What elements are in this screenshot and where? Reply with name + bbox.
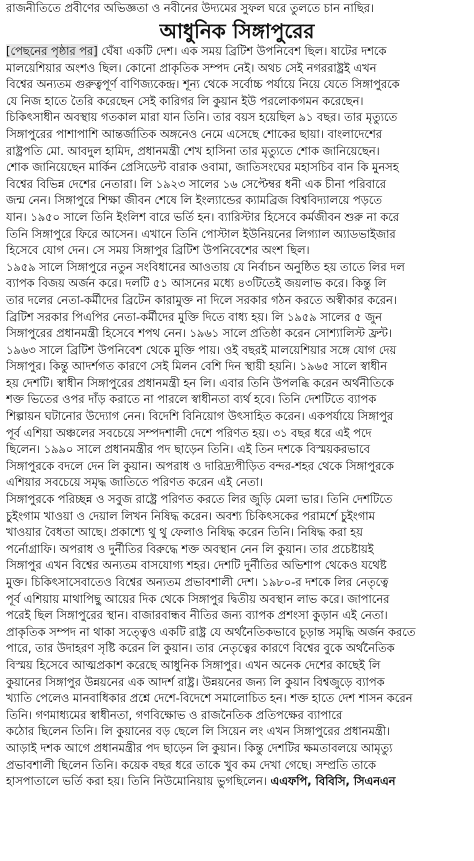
byline: এএফপি, বিবিসি, সিএনএন [270, 774, 396, 789]
article-line: মুক্ত। চিকিৎসাসেবাতেও বিশ্বের অন্যতম প্রভাবশালী দেশ। ১৯৮০-র দশকে লির নেতৃত্বে [6, 575, 389, 589]
previous-article-last-line: রাজনীতিতে প্রবীণের অভিজ্ঞতা ও নবীনের উদ্যমের সুফল ঘরে তুলতে চান নাছির। [6, 1, 375, 15]
article-line: শোক জানিয়েছেন মার্কিন প্রেসিডেন্ট বারাক ওবামা, জাতিসংঘের মহাসচিব বান কি মুনসহ [6, 160, 399, 175]
article-line: বিস্ময় হিসেবে আত্মপ্রকাশ করেছে আধুনিক সিঙ্গাপুর। এখন অনেক দেশের কাছেই লি [6, 657, 381, 672]
article-line: প্রাকৃতিক সম্পদ না থাকা সত্ত্বেও একটি রাষ্ট্র যে অর্থনৈতিকভাবে চূড়ান্ত সমৃদ্ধি অর্জন করতে [6, 624, 416, 639]
article-line: ব্যাপক বিজয় অর্জন করে। দলটি ৫১ আসনের মধ্যে ৪৩টিতেই জয়লাভ করে। কিন্তু লি [6, 276, 387, 291]
article-line: তার দলের নেতা-কর্মীদের ব্রিটেন কারামুক্ত না দিলে সরকার গঠন করতে অস্বীকার করেন। [6, 292, 397, 307]
article-line: ব্রিটিশ সরকার পিএপির নেতা-কর্মীদের মুক্তি দিতে বাধ্য হয়। লি ১৯৫৯ সালের ৫ জুন [6, 309, 382, 324]
article-line: কঠোর ছিলেন তিনি। লি কুয়ানের বড় ছেলে লি সিয়েন লং এখন সিঙ্গাপুরের প্রধানমন্ত্রী। [6, 724, 391, 739]
article-line: তিনি। গণমাধ্যমের স্বাধীনতা, গণবিক্ষোভ ও রাজনৈতিক প্রতিপক্ষের ব্যাপারে [6, 707, 343, 722]
article-line-text: ঘেঁষা একটি দেশ। এক সময় ব্রিটিশ উপনিবেশ ছিল। ষাটের দশকে [97, 44, 387, 58]
article-line: হিসেবে যোগ দেন। সে সময় সিঙ্গাপুর ব্রিটিশ উপনিবেশের অংশ ছিল। [6, 243, 310, 258]
article-line [6, 773, 468, 790]
article-line: এশিয়ার সবচেয়ে সমৃদ্ধ জাতিতে পরিণত করেন এই নেতা। [6, 475, 264, 490]
article-line: পূর্ব এশিয়ায় মাথাপিছু আয়ের দিক থেকে সিঙ্গাপুর দ্বিতীয় অবস্থান লাভ করে। জাপানের [6, 591, 390, 606]
continuation-label: [পেছনের পৃষ্ঠার পর] [6, 44, 98, 58]
article-line: শক্ত ভিতের ওপর দাঁড় করাতে না পারলে স্বাধীনতা ব্যর্থ হবে। তিনি দেশটিতে ব্যাপক [6, 392, 377, 407]
article-line: আড়াই দশক আগে প্রধানমন্ত্রীর পদ ছাড়েন লি কুয়ান। কিন্তু দেশটির ক্ষমতাবলয়ে আমৃত্যু [6, 740, 393, 755]
article-line: মালয়েশিয়ার অংশও ছিল। কোনো প্রাকৃতিক সম্পদ নেই। অথচ সেই নগররাষ্ট্রই এখন [6, 60, 377, 75]
article-line: বিশ্বের বিভিন্ন দেশের নেতারা। লি ১৯২৩ সালের ১৬ সেপ্টেম্বর ধনী এক চীনা পরিবারে [6, 176, 387, 191]
article-line: প্রভাবশালী ছিলেন তিনি। কয়েক বছর ধরে তাকে খুব কম দেখা গেছে। সম্প্রতি তাকে [6, 757, 376, 772]
article-line: রাষ্ট্রপতি মো. আবদুল হামিদ, প্রধানমন্ত্রী শেখ হাসিনা তার মৃত্যুতে শোক জানিয়েছেন। [6, 143, 380, 158]
article-line: খ্যাতি পেলেও মানবাধিকার প্রশ্নে দেশে-বিদেশে সমালোচিত হন। শক্ত হাতে দেশ শাসন করেন [6, 691, 413, 706]
article-line: চুইংগাম খাওয়া ও দেয়াল লিখন নিষিদ্ধ করেন। অবশ্য চিকিৎসকের পরামর্শে চুইংগাম [6, 508, 375, 523]
article-line: যান। ১৯৫০ সালে তিনি ইংলিশ বারে ভর্তি হন। ব্যারিস্টার হিসেবে কর্মজীবন শুরু না করে [6, 209, 400, 224]
article-line: ছিলেন। ১৯৯০ সালে প্রধানমন্ত্রীর পদ ছাড়েন তিনি। এই তিন দশকে বিস্ময়করভাবে [6, 442, 370, 457]
article-line: জন্ম নেন। সিঙ্গাপুরে শিক্ষা জীবন শেষে লি ইংল্যান্ডের ক্যামব্রিজ বিশ্ববিদ্যালয়ে পড়তে [6, 193, 382, 208]
article-line: সিঙ্গাপুরের প্রধানমন্ত্রী হিসেবে শপথ নেন। ১৯৬১ সালে প্রতিষ্ঠা করেন সোশ্যালিস্ট ফ্রন্ট। [6, 326, 392, 341]
article-line: পারে, তার উদাহরণ সৃষ্টি করেন লি কুয়ান। তার নেতৃত্বের কারণে বিশ্বের বুকে অর্থনৈতিক [6, 641, 395, 656]
article-body [6, 43, 468, 790]
article-line: কুয়ানের সিঙ্গাপুর উন্নয়নের এক আদর্শ রাষ্ট্র। উন্নয়নের জন্য লি কুয়ান বিশ্বজুড়ে ব্যাপক [6, 674, 385, 689]
article-line: ১৯৫৯ সালে সিঙ্গাপুরে নতুন সংবিধানের আওতায় যে নির্বাচন অনুষ্ঠিত হয় তাতে লির দল [6, 259, 405, 274]
article-line: পূর্ব এশিয়া অঞ্চলের সবচেয়ে সম্পদশালী দেশে পরিণত হয়। ৩১ বছর ধরে এই পদে [6, 425, 372, 440]
article-line: বিশ্বের অন্যতম গুরুত্বপূর্ণ বাণিজ্যকেন্দ্র। শূন্য থেকে সর্বোচ্চ পর্যায়ে নিয়ে যেতে সিঙ্গাপুরকে [6, 77, 400, 92]
article-line: সিঙ্গাপুরের পাশাপাশি আন্তর্জাতিক অঙ্গনেও নেমে এসেছে শোকের ছায়া। বাংলাদেশের [6, 126, 382, 141]
article-line-text: হাসপাতালে ভর্তি করা হয়। তিনি নিউমোনিয়ায় ভুগছিলেন। [6, 774, 267, 789]
article-line: সিঙ্গাপুর এখন বিশ্বের অন্যতম বাসযোগ্য শহর। দেশটি দুর্নীতির অভিশাপ থেকেও যথেষ্ট [6, 558, 387, 573]
article-line: পর্নোগ্রাফি। অপরাধ ও দুর্নীতির বিরুদ্ধে শক্ত অবস্থান নেন লি কুয়ান। তার প্রচেষ্টায়ই [6, 541, 374, 556]
article-line: চিকিৎসাধীন অবস্থায় গতকাল মারা যান তিনি। তার বয়স হয়েছিল ৯১ বছর। তার মৃত্যুতে [6, 110, 398, 125]
headline: আধুনিক সিঙ্গাপুরের [159, 19, 315, 43]
article-line: সিঙ্গাপুরকে বদলে দেন লি কুয়ান। অপরাধ ও দারিদ্র্যপীড়িত বন্দর-শহর থেকে সিঙ্গাপুরকে [6, 458, 394, 473]
article-line: ১৯৬৩ সালে ব্রিটিশ উপনিবেশ থেকে মুক্তি পায়। ওই বছরই মালয়েশিয়ার সঙ্গে যোগ দেয় [6, 342, 397, 357]
article-line: পরেই ছিল সিঙ্গাপুরের স্থান। বাজারবান্ধব নীতির জন্য ব্যাপক প্রশংসা কুড়ান এই নেতা। [6, 608, 388, 623]
article-line: সিঙ্গাপুর। কিন্তু আদর্শগত কারণে সেই মিলন বেশি দিন স্থায়ী হয়নি। ১৯৬৫ সালে স্বাধীন [6, 359, 387, 374]
article-line: যে নিজ হাতে তৈরি করেছেন সেই কারিগর লি কুয়ান ইউ পরলোকগমন করেছেন। [6, 93, 364, 108]
article-line [6, 43, 468, 60]
article-line: খাওয়ার বৈধতা আছে। প্রকাশ্যে থু থু ফেলাও নিষিদ্ধ করেন তিনি। নিষিদ্ধ করা হয় [6, 525, 363, 540]
article-line: সিঙ্গাপুরকে পরিচ্ছন্ন ও সবুজ রাষ্ট্রে পরিণত করতে লির জুড়ি মেলা ভার। তিনি দেশটিতে [6, 492, 393, 507]
article-line: তিনি সিঙ্গাপুরে ফিরে আসেন। এখানে তিনি পোস্টাল ইউনিয়নের লিগ্যাল অ্যাডভাইজার [6, 226, 396, 241]
article-line: শিল্পায়ন ঘটানোর উদ্যোগ নেন। বিদেশি বিনিয়োগ উৎসাহিত করেন। একপর্যায়ে সিঙ্গাপুর [6, 409, 394, 424]
article-line: হয় দেশটি। স্বাধীন সিঙ্গাপুরের প্রধানমন্ত্রী হন লি। এবার তিনি উপলব্ধি করেন অর্থনীতিকে [6, 375, 394, 390]
